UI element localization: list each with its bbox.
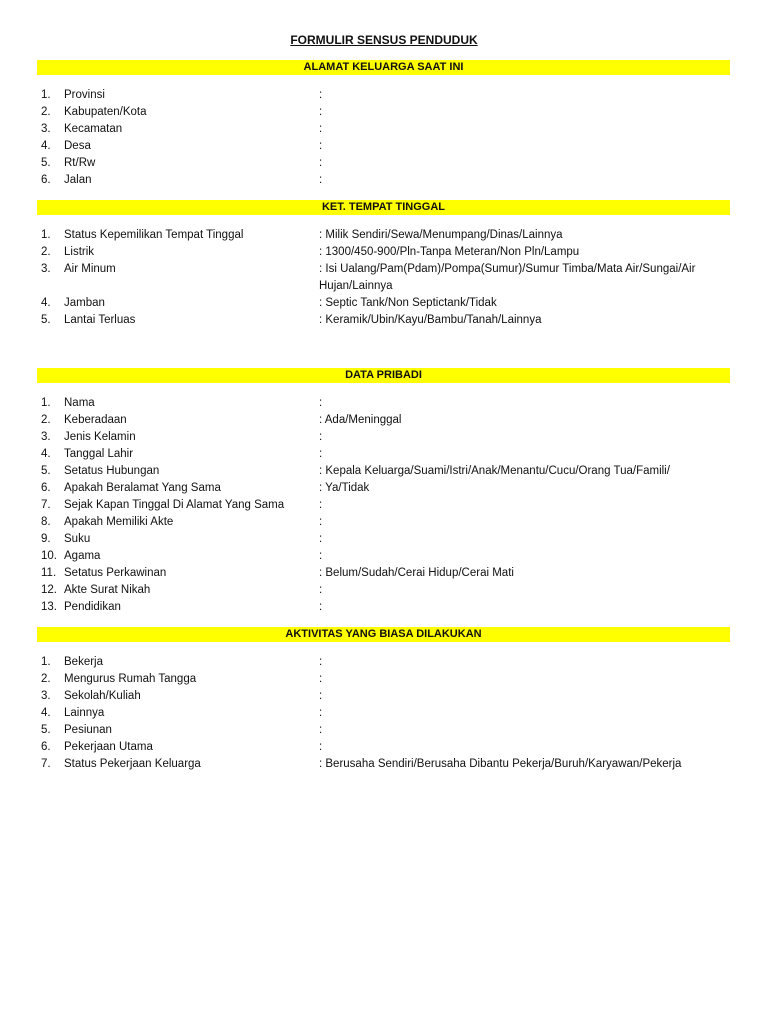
item-number: 8. [41,516,51,528]
item-number: 2. [41,414,51,426]
item-label: Sejak Kapan Tinggal Di Alamat Yang Sama [64,499,285,511]
section-header-data-pribadi: DATA PRIBADI [37,368,730,383]
item-number: 13. [41,601,57,613]
item-label: Lainnya [64,707,105,719]
list-item [37,705,737,722]
item-label: Nama [64,397,95,409]
item-value[interactable]: : [319,431,323,443]
item-value[interactable]: : 1300/450-900/Pln-Tanpa Meteran/Non Pln/Lampu [319,246,580,258]
list-item [37,671,737,688]
list-item [37,722,737,739]
item-number: 12. [41,584,57,596]
item-label: Agama [64,550,101,562]
item-value[interactable]: : [319,741,323,753]
item-label: Tanggal Lahir [64,448,134,460]
item-number: 4. [41,297,51,309]
item-value[interactable]: : [319,397,323,409]
list-item [37,446,737,463]
item-label: Jamban [64,297,105,309]
item-value[interactable]: : [319,123,323,135]
list-item [37,756,737,790]
item-value[interactable]: : [319,673,323,685]
item-label: Listrik [64,246,95,258]
list-item [37,227,737,244]
item-number: 7. [41,499,51,511]
item-number: 2. [41,246,51,258]
list-item [37,138,737,155]
section-list-alamat [37,87,737,189]
section-list-tempat-tinggal [37,227,737,329]
list-item [37,155,737,172]
item-label: Pekerjaan Utama [64,741,153,753]
item-number: 3. [41,690,51,702]
item-number: 1. [41,656,51,668]
item-label: Suku [64,533,91,545]
item-label: Pendidikan [64,601,121,613]
item-value[interactable]: : [319,707,323,719]
item-value[interactable]: : Kepala Keluarga/Suami/Istri/Anak/Menantu/Cucu/Orang Tua/Famili/ [319,465,670,477]
item-label: Sekolah/Kuliah [64,690,141,702]
item-number: 5. [41,157,51,169]
list-item [37,599,737,616]
item-value[interactable]: : Isi Ualang/Pam(Pdam)/Pompa(Sumur)/Sumur Timba/Mata Air/Sungai/Air Hujan/Lainnya [319,263,696,292]
item-label: Desa [64,140,91,152]
list-item [37,295,737,312]
item-value[interactable]: : Ya/Tidak [319,482,370,494]
list-item [37,531,737,548]
item-label: Jenis Kelamin [64,431,136,443]
item-number: 5. [41,724,51,736]
item-number: 4. [41,707,51,719]
item-number: 5. [41,314,51,326]
item-label: Pesiunan [64,724,112,736]
item-number: 1. [41,89,51,101]
item-number: 2. [41,106,51,118]
list-item [37,582,737,599]
list-item [37,172,737,189]
item-number: 6. [41,741,51,753]
section-header-tempat-tinggal: KET. TEMPAT TINGGAL [37,200,730,215]
item-value[interactable]: : Keramik/Ubin/Kayu/Bambu/Tanah/Lainnya [319,314,542,326]
list-item [37,654,737,671]
item-number: 7. [41,758,51,770]
list-item [37,395,737,412]
list-item [37,121,737,138]
item-number: 5. [41,465,51,477]
item-number: 1. [41,229,51,241]
list-item [37,429,737,446]
item-label: Status Pekerjaan Keluarga [64,758,201,770]
list-item [37,565,737,582]
item-label: Air Minum [64,263,116,275]
item-label: Status Kepemilikan Tempat Tinggal [64,229,244,241]
item-value[interactable]: : [319,499,323,511]
section-header-alamat: ALAMAT KELUARGA SAAT INI [37,60,730,75]
item-value[interactable]: : Belum/Sudah/Cerai Hidup/Cerai Mati [319,567,514,579]
item-label: Akte Surat Nikah [64,584,151,596]
list-item [37,497,737,514]
item-number: 1. [41,397,51,409]
list-item [37,739,737,756]
item-value[interactable]: : Berusaha Sendiri/Berusaha Dibantu Pekerja/Buruh/Karyawan/Pekerja [319,758,682,770]
section-list-aktivitas [37,654,737,790]
item-label: Lantai Terluas [64,314,136,326]
item-label: Bekerja [64,656,103,668]
item-value[interactable]: : Milik Sendiri/Sewa/Menumpang/Dinas/Lainnya [319,229,563,241]
list-item [37,463,737,480]
list-item [37,480,737,497]
item-value[interactable]: : [319,584,323,596]
item-number: 3. [41,263,51,275]
item-label: Rt/Rw [64,157,96,169]
item-value[interactable]: : [319,656,323,668]
list-item [37,87,737,104]
item-number: 9. [41,533,51,545]
item-value[interactable]: : [319,550,323,562]
item-value[interactable]: : [319,448,323,460]
list-item [37,688,737,705]
item-number: 3. [41,431,51,443]
item-number: 6. [41,482,51,494]
section-header-aktivitas: AKTIVITAS YANG BIASA DILAKUKAN [37,627,730,642]
item-label: Apakah Memiliki Akte [64,516,174,528]
item-number: 6. [41,174,51,186]
item-label: Kecamatan [64,123,123,135]
item-label: Kabupaten/Kota [64,106,147,118]
item-value[interactable]: : [319,174,323,186]
item-number: 10. [41,550,57,562]
item-number: 4. [41,140,51,152]
item-label: Apakah Beralamat Yang Sama [64,482,221,494]
list-item [37,412,737,429]
item-value[interactable]: : [319,516,323,528]
item-label: Jalan [64,174,92,186]
item-value[interactable]: : [319,140,323,152]
item-value[interactable]: : [319,724,323,736]
item-value[interactable]: : [319,533,323,545]
list-item [37,514,737,531]
list-item [37,244,737,261]
list-item [37,548,737,565]
item-value[interactable]: : [319,106,323,118]
list-item [37,261,737,295]
item-label: Keberadaan [64,414,127,426]
item-label: Setatus Perkawinan [64,567,167,579]
form-title: FORMULIR SENSUS PENDUDUK [290,33,478,47]
list-item [37,312,737,329]
item-label: Provinsi [64,89,105,101]
item-label: Mengurus Rumah Tangga [64,673,197,685]
item-value[interactable]: : [319,89,323,101]
item-number: 2. [41,673,51,685]
item-value[interactable]: : [319,601,323,613]
item-number: 11. [41,567,57,579]
item-value[interactable]: : [319,157,323,169]
list-item [37,104,737,121]
item-number: 3. [41,123,51,135]
item-value[interactable]: : Ada/Meninggal [319,414,402,426]
item-label: Setatus Hubungan [64,465,160,477]
item-number: 4. [41,448,51,460]
item-value[interactable]: : [319,690,323,702]
item-value[interactable]: : Septic Tank/Non Septictank/Tidak [319,297,497,309]
section-list-data-pribadi [37,395,737,616]
